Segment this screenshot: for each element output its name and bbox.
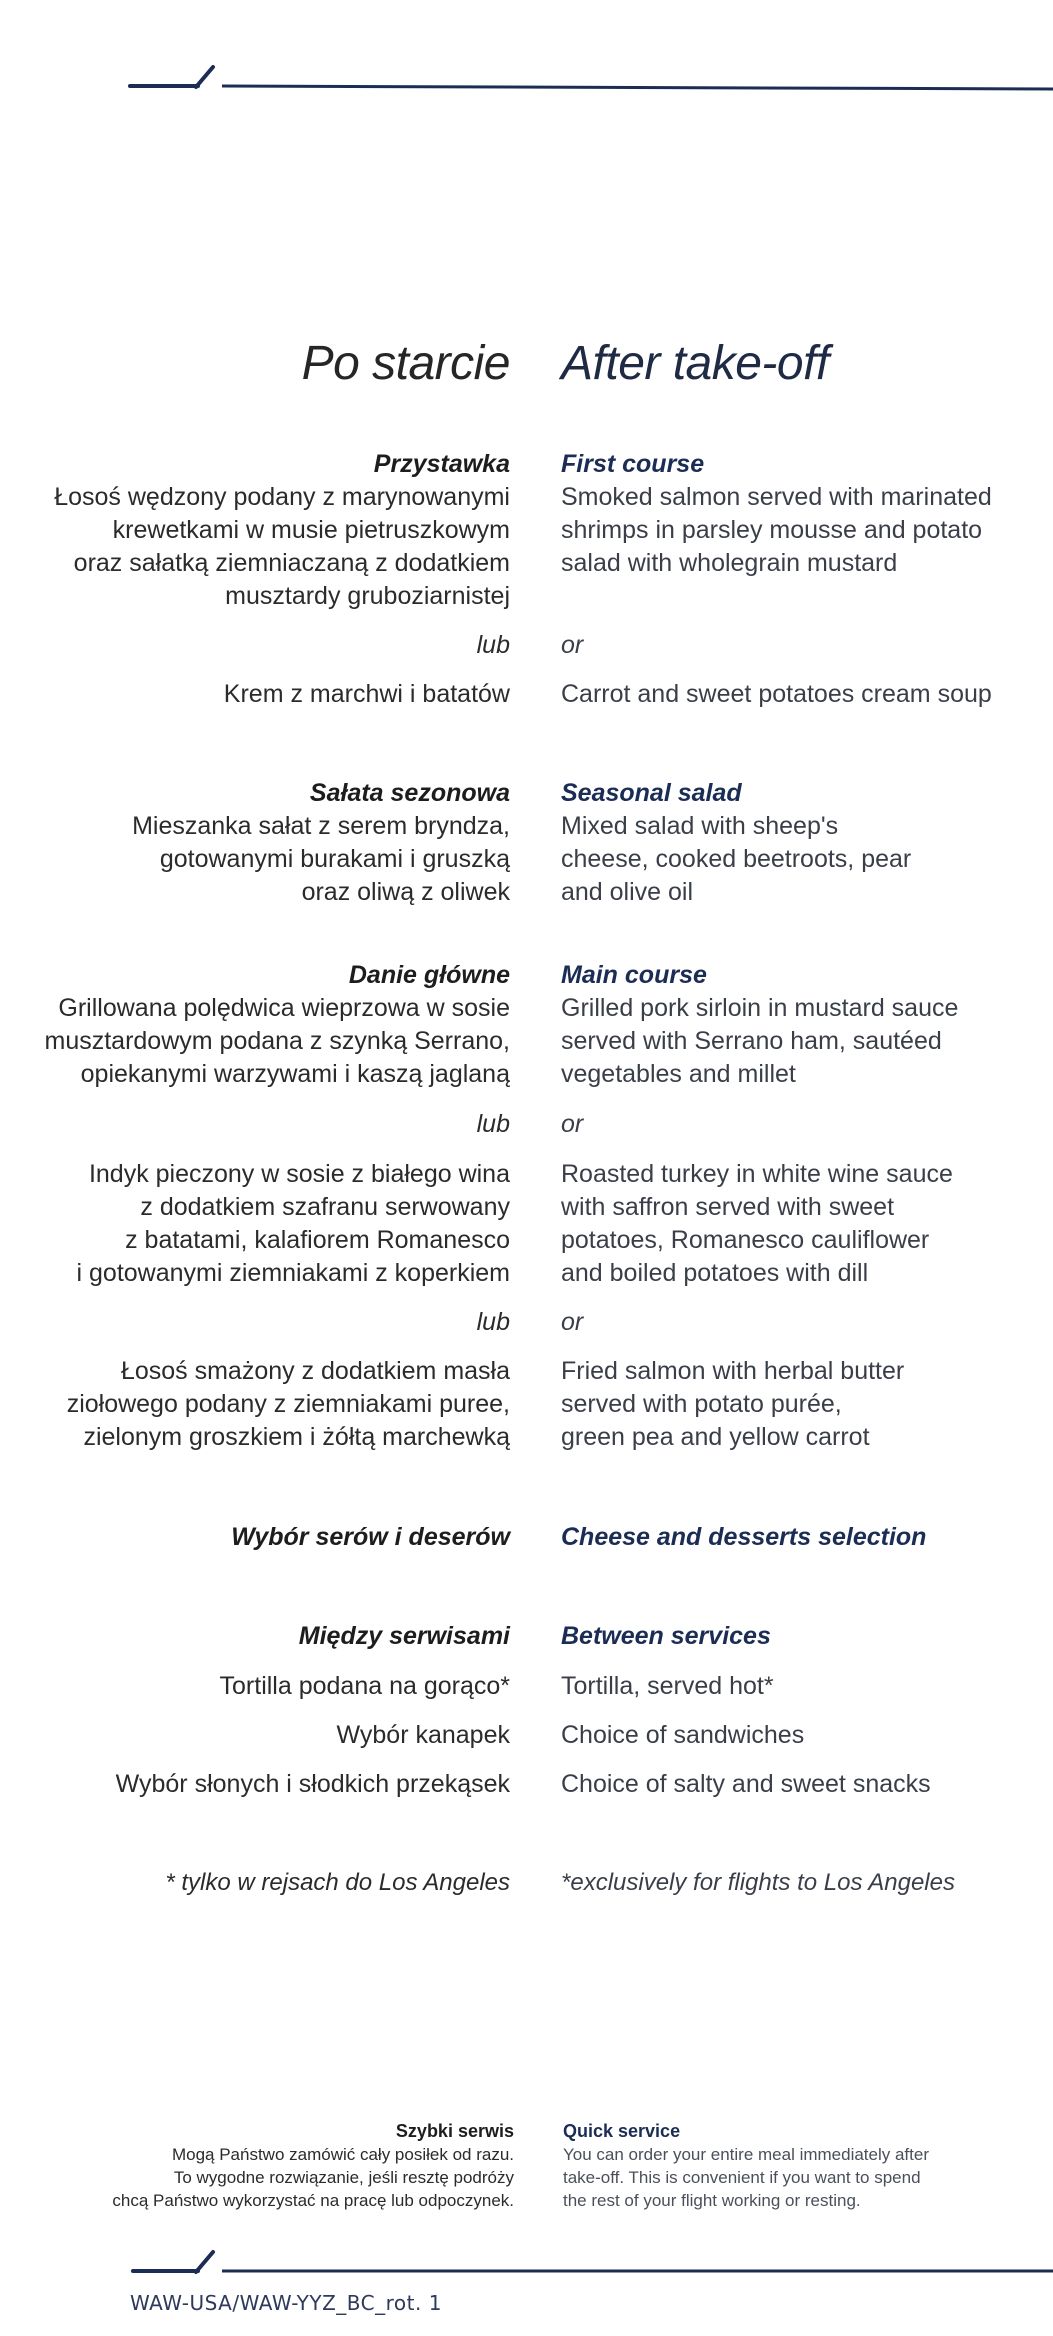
- dish-line: cheese, cooked beetroots, pear: [561, 845, 912, 873]
- salad-heading-en: Seasonal salad: [561, 779, 742, 807]
- dish-line: Smoked salmon served with marinated: [561, 483, 992, 511]
- or-label-en: or: [561, 631, 584, 659]
- main-course-heading-pl: Danie główne: [348, 961, 510, 989]
- top-decorative-rule: [0, 62, 1053, 92]
- dish-line: salad with wholegrain mustard: [561, 549, 898, 577]
- or-label-pl: lub: [476, 1308, 510, 1336]
- salad-en: [561, 777, 1041, 909]
- between-item-pl: Wybór słonych i słodkich przekąsek: [115, 1770, 510, 1798]
- dish-line: i gotowanymi ziemniakami z koperkiem: [76, 1259, 510, 1287]
- quick-service-line: To wygodne rozwiązanie, jeśli resztę podróży: [173, 2168, 514, 2187]
- dish-line: Roasted turkey in white wine sauce: [561, 1160, 953, 1188]
- dish-line: shrimps in parsley mousse and potato: [561, 516, 983, 544]
- dish-line: ziołowego podany z ziemniakami puree,: [66, 1390, 510, 1418]
- first-course-heading-pl: Przystawka: [373, 450, 510, 478]
- dish-line: musztardy gruboziarnistej: [225, 582, 510, 610]
- menu-rotation-code: WAW-USA/WAW-YYZ_BC_rot. 1: [130, 2291, 442, 2315]
- dish-line: zielonym groszkiem i żółtą marchewką: [83, 1423, 510, 1451]
- quick-service-pl: [0, 2120, 514, 2212]
- or-label-pl: lub: [476, 1110, 510, 1138]
- quick-service-line: Mogą Państwo zamówić cały posiłek od razu.: [171, 2145, 514, 2164]
- dish-line: Indyk pieczony w sosie z białego wina: [88, 1160, 510, 1188]
- salad-pl: [0, 777, 510, 909]
- dish-line: served with Serrano ham, sautéed: [561, 1027, 942, 1055]
- first-course-heading-en: First course: [561, 450, 705, 478]
- or-label-pl: lub: [476, 631, 510, 659]
- dish-line: opiekanymi warzywami i kaszą jaglaną: [80, 1060, 510, 1088]
- between-heading-pl: Między serwisami: [298, 1622, 510, 1650]
- dish-line: z batatami, kalafiorem Romanesco: [125, 1226, 510, 1254]
- cheese-heading-en: Cheese and desserts selection: [561, 1523, 927, 1551]
- dish-line: potatoes, Romanesco cauliflower: [561, 1226, 930, 1254]
- fried-salmon-pl: [0, 1355, 510, 1454]
- soup-en: Carrot and sweet potatoes cream soup: [561, 680, 992, 708]
- dish-line: and olive oil: [561, 878, 694, 906]
- dish-line: krewetkami w musie pietruszkowym: [112, 516, 510, 544]
- quick-service-heading-en: Quick service: [563, 2121, 681, 2141]
- between-item-en: Choice of sandwiches: [561, 1721, 805, 1749]
- dish-line: Mieszanka sałat z serem bryndza,: [132, 812, 510, 840]
- dish-line: Łosoś wędzony podany z marynowanymi: [54, 483, 510, 511]
- turkey-en: [561, 1158, 1041, 1290]
- or-label-en: or: [561, 1110, 584, 1138]
- main-course-en: [561, 959, 1041, 1091]
- main-course-pl: [0, 959, 510, 1091]
- header-pl: Po starcie: [301, 337, 510, 390]
- dish-line: with saffron served with sweet: [561, 1193, 895, 1221]
- or-label-en: or: [561, 1308, 584, 1336]
- dish-line: Grilled pork sirloin in mustard sauce: [561, 994, 959, 1022]
- dish-line: served with potato purée,: [561, 1390, 842, 1418]
- footnote-pl: * tylko w rejsach do Los Angeles: [165, 1869, 510, 1896]
- between-item-en: Tortilla, served hot*: [561, 1672, 774, 1700]
- cheese-heading-pl: Wybór serów i deserów: [231, 1523, 510, 1551]
- between-item-pl: Tortilla podana na gorąco*: [219, 1672, 510, 1700]
- dish-line: z dodatkiem szafranu serwowany: [140, 1193, 510, 1221]
- quick-service-line: You can order your entire meal immediately after: [563, 2145, 929, 2164]
- bottom-decorative-rule: [0, 2247, 1053, 2277]
- salad-heading-pl: Sałata sezonowa: [309, 779, 510, 807]
- dish-line: Mixed salad with sheep's: [561, 812, 839, 840]
- dish-line: vegetables and millet: [561, 1060, 796, 1088]
- dish-line: and boiled potatoes with dill: [561, 1259, 869, 1287]
- quick-service-line: take-off. This is convenient if you want to spend: [563, 2168, 921, 2187]
- dish-line: green pea and yellow carrot: [561, 1423, 870, 1451]
- main-course-heading-en: Main course: [561, 961, 707, 989]
- dish-line: gotowanymi burakami i gruszką: [159, 845, 510, 873]
- between-item-en: Choice of salty and sweet snacks: [561, 1770, 931, 1798]
- dish-line: Fried salmon with herbal butter: [561, 1357, 905, 1385]
- dish-line: Łosoś smażony z dodatkiem masła: [120, 1357, 510, 1385]
- fried-salmon-en: [561, 1355, 1041, 1454]
- header-en: After take-off: [561, 337, 829, 390]
- between-heading-en: Between services: [561, 1622, 771, 1650]
- dish-line: oraz oliwą z oliwek: [301, 878, 510, 906]
- dish-line: musztardowym podana z szynką Serrano,: [44, 1027, 510, 1055]
- first-course-pl: [0, 448, 510, 613]
- between-item-pl: Wybór kanapek: [336, 1721, 510, 1749]
- quick-service-en: [563, 2120, 1043, 2212]
- quick-service-line: the rest of your flight working or resting.: [563, 2191, 861, 2210]
- dish-line: Grillowana polędwica wieprzowa w sosie: [58, 994, 510, 1022]
- turkey-pl: [0, 1158, 510, 1290]
- quick-service-line: chcą Państwo wykorzystać na pracę lub odpoczynek.: [112, 2191, 514, 2210]
- footnote-en: *exclusively for flights to Los Angeles: [561, 1869, 955, 1896]
- dish-line: oraz sałatką ziemniaczaną z dodatkiem: [73, 549, 510, 577]
- first-course-en: [561, 448, 1041, 580]
- soup-pl: Krem z marchwi i batatów: [223, 680, 510, 708]
- quick-service-heading-pl: Szybki serwis: [395, 2121, 514, 2141]
